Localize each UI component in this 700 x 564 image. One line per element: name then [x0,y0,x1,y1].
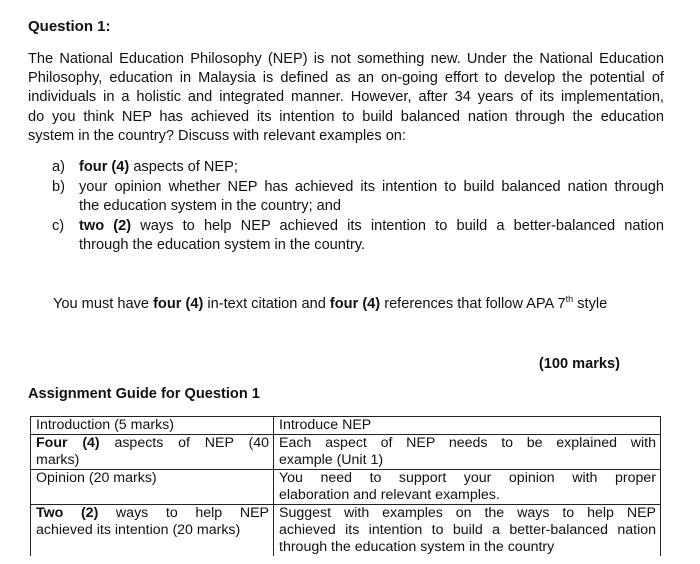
cell-line: achieved its intention to build a better-balanced nation [279,522,656,538]
list-item-line: your opinion whether NEP has achieved its intention to build balanced nation through [79,179,664,195]
bold-text: Two (2) [36,505,99,521]
question-title: Question 1: [28,18,111,35]
item-text: ways to help NEP achieved its intention to build a better-balanced nation [131,218,664,234]
list-marker: c) [52,218,65,234]
table-cell [274,505,661,557]
table-cell [31,417,274,435]
table-row [31,435,661,470]
cell-line: Introduce NEP [279,417,372,433]
table-cell [274,470,661,505]
paragraph-line: The National Education Philosophy (NEP) is not something new. Under the National Education [28,51,664,67]
guide-title: Assignment Guide for Question 1 [28,386,260,402]
bold-text: four (4) [79,159,130,175]
table-cell [31,505,274,557]
citation-requirement [53,294,607,312]
bold-text: four (4) [153,296,204,312]
table-cell [274,435,661,470]
superscript: th [565,294,574,304]
cell-text: ways to help NEP [98,505,269,521]
table-cell [31,435,274,470]
paragraph-line: system in the country? Discuss with relevant examples on: [28,127,406,144]
table-cell [274,417,661,435]
list-marker: a) [52,159,65,175]
bold-text: four (4) [329,296,381,312]
cell-line: Suggest with examples on the ways to help NEP [279,505,656,521]
cell-line [36,435,269,452]
cell-line: achieved its intention (20 marks) [36,522,241,538]
citation-text: You must have [53,296,154,312]
list-item-line [79,217,664,236]
table-row [31,417,661,435]
citation-text: style [573,296,608,312]
table-row [31,505,661,557]
table-row [31,470,661,505]
paragraph-line: individuals in a holistic and integrated manner. However, after 34 years of its implementation, [28,89,664,106]
list-item-c [52,217,664,255]
cell-text: aspects of NEP (40 [99,435,269,451]
list-item-a [52,158,664,177]
cell-line: Opinion (20 marks) [36,470,157,486]
item-text: aspects of NEP; [129,159,238,175]
cell-line: You need to support your opinion with proper [279,470,656,486]
cell-line: Each aspect of NEP needs to be explained with [279,435,656,451]
assignment-guide-table [30,416,661,556]
question-paragraph [28,50,664,146]
list-item-b [52,178,664,216]
table-cell [31,470,274,505]
cell-line: through the education system in the country [279,539,555,555]
list-item-line: the education system in the country; and [79,198,342,214]
list-marker: b) [52,179,65,195]
paragraph-line: do you think NEP has achieved its intention to build balanced nation through the education [28,108,664,125]
citation-text: in-text citation and [203,296,330,312]
bold-text: Four (4) [36,435,100,451]
cell-line: Introduction (5 marks) [36,417,174,433]
paragraph-line: Philosophy, education in Malaysia is defined as an on-going effort to develop the potential of [28,70,664,87]
list-item-line [79,158,664,177]
cell-line: marks) [36,452,80,468]
list-item-line: through the education system in the country. [79,237,366,253]
cell-line [36,505,269,522]
cell-line: elaboration and relevant examples. [279,487,500,503]
cell-line: example (Unit 1) [279,452,384,468]
question-items-list [52,158,664,256]
citation-text: references that follow APA 7 [380,296,566,312]
total-marks: (100 marks) [538,356,620,372]
bold-text: two (2) [79,218,132,234]
